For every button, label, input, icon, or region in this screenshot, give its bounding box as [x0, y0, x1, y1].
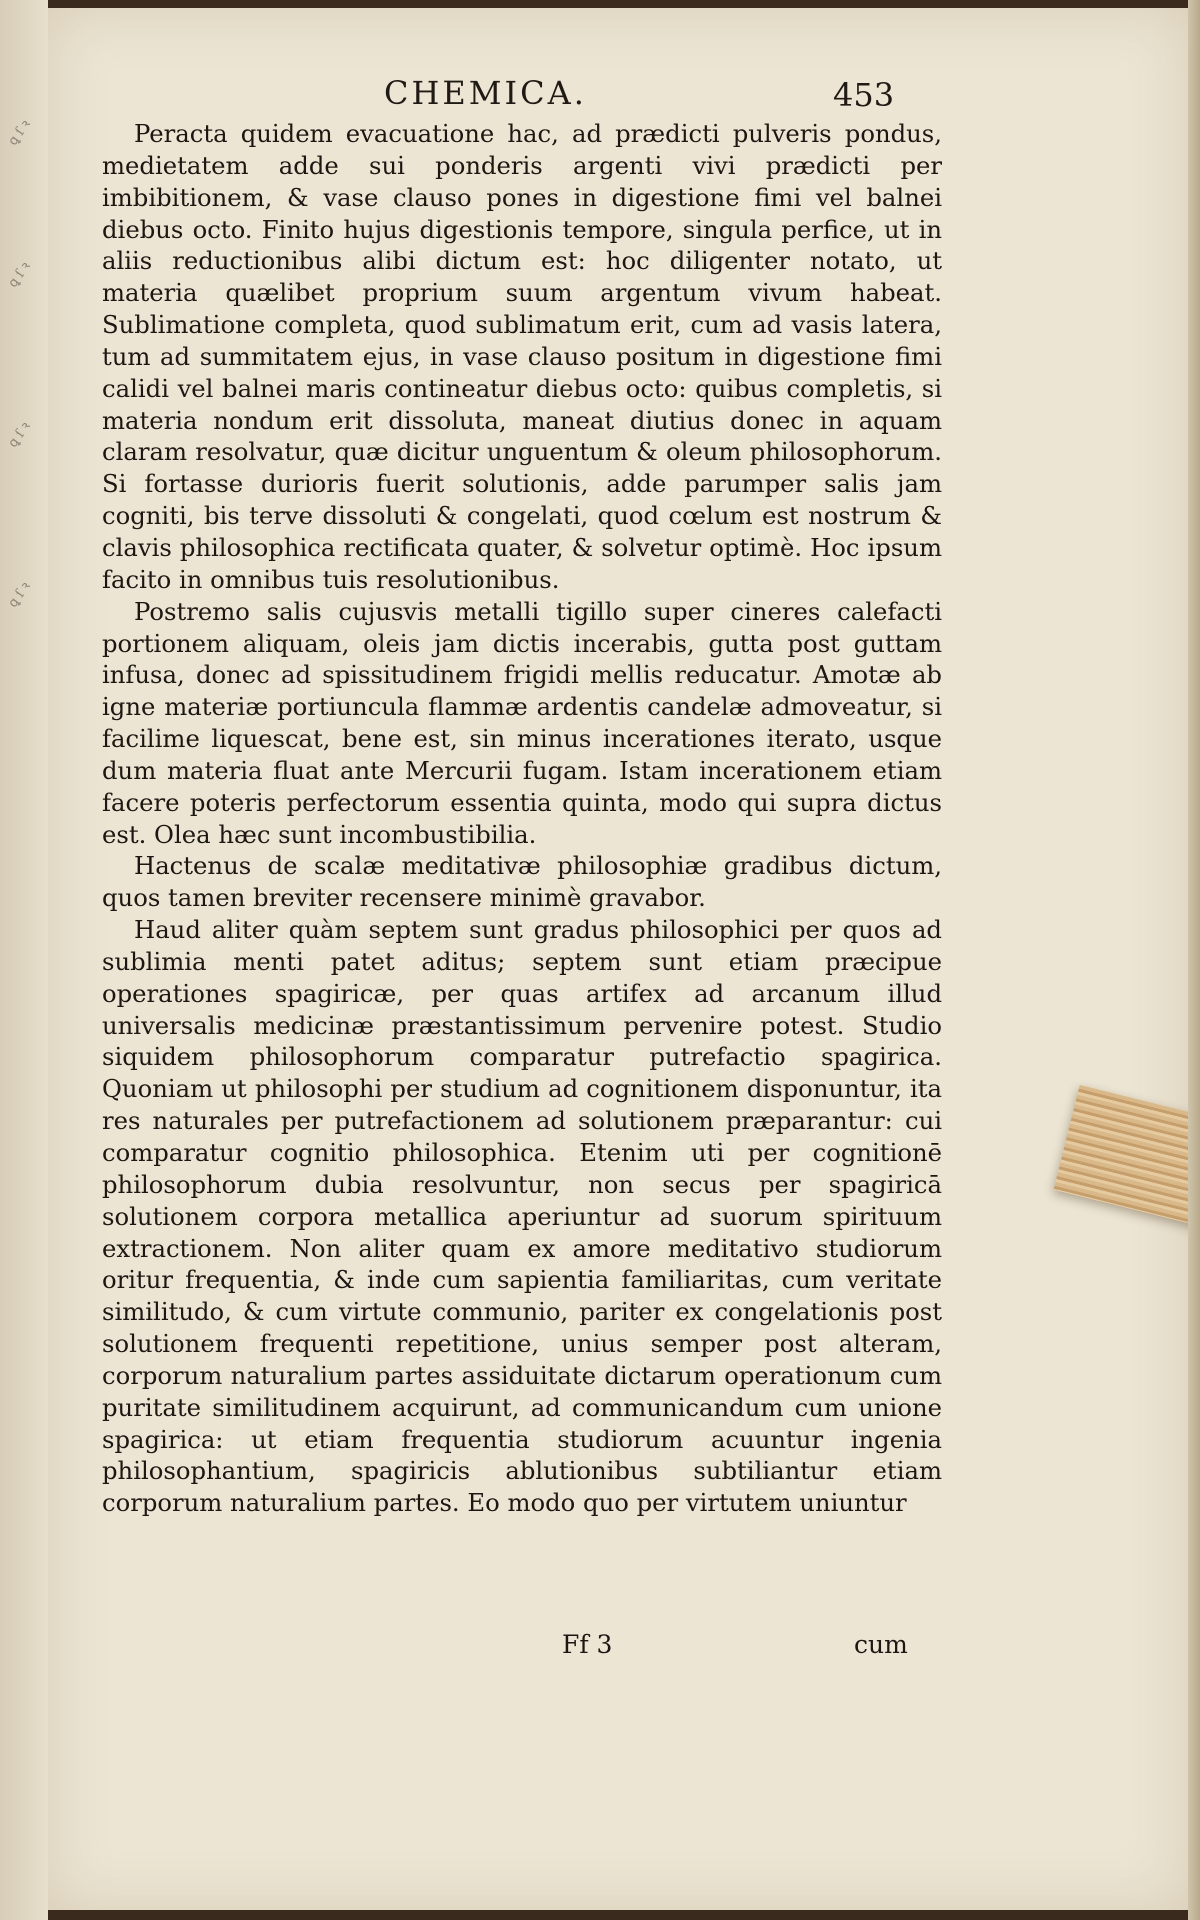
show-through-text: ꝗ ſ ꝛ: [5, 419, 34, 451]
running-title: CHEMICA.: [384, 74, 587, 112]
show-through-text: ꝗ ſ ꝛ: [5, 579, 34, 611]
body-text: [102, 118, 942, 1519]
page-number: 453: [833, 76, 895, 114]
paragraph: Hactenus de scalæ meditativæ philosophiæ gradibus dictum, quos tamen breviter recensere minimè gravabor.: [102, 851, 942, 913]
show-through-text: ꝗ ſ ꝛ: [5, 117, 34, 149]
show-through-text: ꝗ ſ ꝛ: [5, 259, 34, 291]
catchword: cum: [854, 1630, 908, 1659]
book-edge: [1188, 0, 1200, 1920]
book-page: [48, 8, 1188, 1910]
paragraph: Postremo salis cujusvis metalli tigillo super cineres calefacti portionem aliquam, oleis jam dictis incerabis, gutta post guttam infusa, donec ad spissitudinem frigidi mellis reducatur. Amotæ ab igne materiæ portiuncula flammæ ardentis candelæ admoveatur, si facilime liquescat, bene est, sin minus incerationes iterato, usque dum materia fluat ante Mercurii fugam. Istam incerationem etiam facere poteris perfectorum essentia quinta, modo qui supra dictus est. Olea hæc sunt incombustibilia.: [102, 596, 942, 849]
paragraph: Peracta quidem evacuatione hac, ad prædicti pulveris pondus, medietatem adde sui ponderis argenti vivi prædicti per imbibitionem, & vase clauso pones in digestione fimi vel balnei diebus octo. Finito hujus digestionis tempore, singula perfice, ut in aliis reductionibus alibi dictum est: hoc diligenter notato, ut materia quælibet proprium suum argentum vivum habeat. Sublimatione completa, quod sublimatum erit, cum ad vasis latera, tum ad summitatem ejus, in vase clauso positum in digestione fimi calidi vel balnei maris contineatur diebus octo: quibus completis, si materia nondum erit dissoluta, maneat diutius donec in aquam claram resolvatur, quæ dicitur unguentum & oleum philosophorum. Si fortasse durioris fuerit solutionis, adde parumper salis jam cogniti, bis terve dissoluti & congelati, quod cœlum est nostrum & clavis philosophica rectificata quater, & solvetur optimè. Hoc ipsum facito in omnibus tuis resolutionibus.: [102, 119, 942, 594]
running-head: [48, 74, 1188, 122]
binding-gutter: [0, 0, 48, 1920]
paragraph: Haud aliter quàm septem sunt gradus philosophici per quos ad sublimia menti patet aditus; septem sunt etiam præcipue operationes spagiricæ, per quas artifex ad arcanum illud universalis medicinæ præstantissimum pervenire potest. Studio siquidem philosophorum comparatur putrefactio spagirica. Quoniam ut philosophi per studium ad cognitionem disponuntur, ita res naturales per putrefactionem ad solutionem præparantur: cui comparatur cognitio philosophica. Etenim uti per cognitionē philosophorum dubia resolvuntur, non secus per spagiricā solutionem corpora metallica aperiuntur ad suorum spirituum extractionem. Non aliter quam ex amore meditativo studiorum oritur frequentia, & inde cum sapientia familiaritas, cum veritate similitudo, & cum virtute communio, pariter ex congelationis post solutionem frequenti repetitione, unius semper post alteram, corporum naturalium partes assiduitate dictarum operationum cum puritate similitudinem acquirunt, ad communicandum cum unione spagirica: ut etiam frequentia studiorum acuuntur ingenia philosophantium, spagiricis ablutionibus subtiliantur etiam corporum naturalium partes. Eo modo quo per virtutem uniuntur: [102, 915, 942, 1518]
signature-mark: Ff 3: [562, 1630, 613, 1659]
catch-line: [48, 1630, 1188, 1670]
